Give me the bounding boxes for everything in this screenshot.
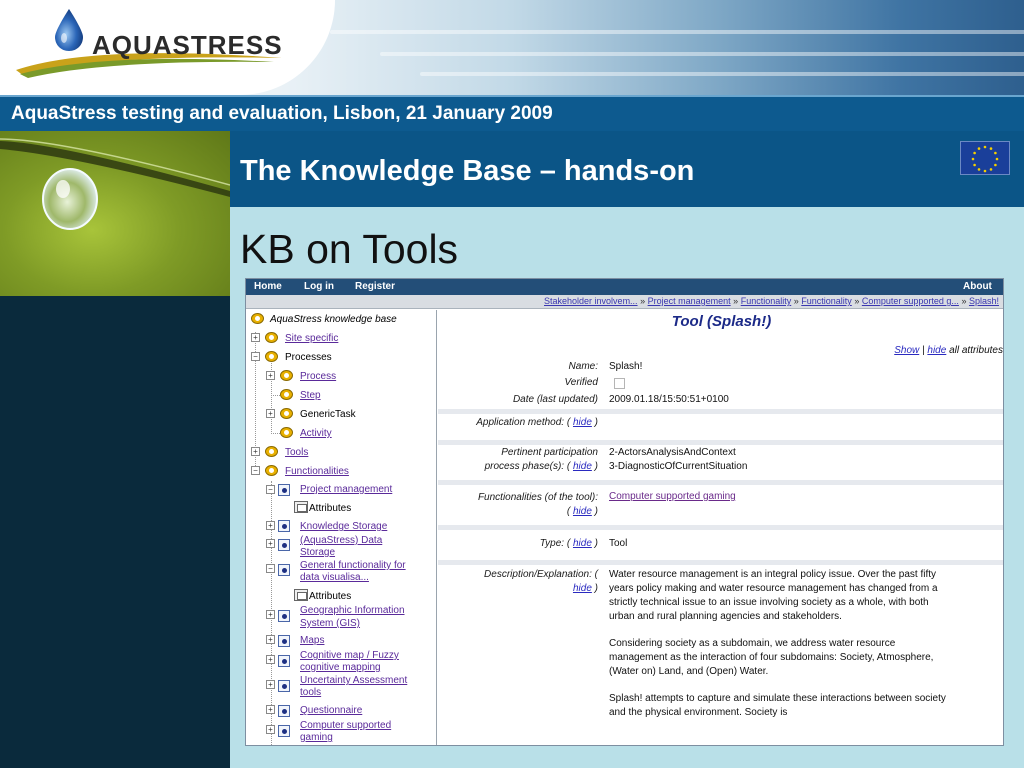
instance-icon xyxy=(278,705,290,717)
hide-link[interactable]: hide xyxy=(572,506,592,517)
paren: ) xyxy=(594,506,598,517)
hide-link[interactable]: hide xyxy=(572,417,592,428)
breadcrumb xyxy=(246,295,1004,309)
eu-flag-icon xyxy=(960,141,1010,175)
instance-icon xyxy=(278,680,290,692)
tree-item-cognitive-map[interactable]: Cognitive map / Fuzzy xyxy=(300,650,399,661)
event-title: AquaStress testing and evaluation, Lisbon, 21 January 2009 xyxy=(11,103,553,124)
water-streak xyxy=(420,72,1024,76)
breadcrumb-separator: » xyxy=(854,296,860,306)
tree-item-attributes[interactable]: Attributes xyxy=(309,503,352,514)
show-hide-controls xyxy=(894,345,1003,356)
tree-connector xyxy=(271,395,280,396)
class-icon xyxy=(251,313,264,324)
hide-link[interactable]: hide xyxy=(572,583,592,594)
paren: ) xyxy=(594,417,598,428)
expand-plus-icon[interactable]: + xyxy=(266,680,275,689)
expand-plus-icon[interactable]: + xyxy=(266,610,275,619)
nav-register-link[interactable]: Register xyxy=(355,281,396,292)
participation-value: 2-ActorsAnalysisAndContext xyxy=(609,447,736,458)
instance-icon xyxy=(278,564,290,576)
water-drop-icon xyxy=(52,8,86,52)
breadcrumb-item[interactable]: Computer supported g... xyxy=(861,296,959,306)
water-streak xyxy=(330,30,1024,34)
expand-plus-icon[interactable]: + xyxy=(266,539,275,548)
participation-value-2: 3-DiagnosticOfCurrentSituation xyxy=(609,461,748,472)
tree-item-project-management[interactable]: Project management xyxy=(300,484,393,495)
expand-plus-icon[interactable]: + xyxy=(266,705,275,714)
tree-item-data-storage-cont[interactable]: Storage xyxy=(300,547,336,558)
verified-label: Verified xyxy=(564,377,598,388)
nav-about-link[interactable]: About xyxy=(963,281,992,292)
tree-item-uncertainty[interactable]: Uncertainty Assessment xyxy=(300,675,408,686)
instance-icon xyxy=(278,484,290,496)
tree-root-label: AquaStress knowledge base xyxy=(270,314,397,325)
instance-icon xyxy=(278,635,290,647)
paren: ) xyxy=(594,583,598,594)
class-icon xyxy=(280,370,293,381)
class-icon xyxy=(265,332,278,343)
label-text: Application method: ( xyxy=(476,417,571,428)
date-label: Date (last updated) xyxy=(512,394,598,405)
class-icon xyxy=(265,446,278,457)
row-separator xyxy=(438,480,1004,485)
kb-nav-bar xyxy=(246,279,1004,295)
collapse-minus-icon[interactable]: − xyxy=(251,352,260,361)
tree-item-data-storage[interactable]: (AquaStress) Data xyxy=(300,535,383,546)
all-attributes-label: all attributes xyxy=(949,345,1003,356)
nav-login-link[interactable]: Log in xyxy=(304,281,334,292)
tree-item-computer-supported-gaming[interactable]: Computer supported xyxy=(300,720,392,731)
description-paragraph: Splash! attempts to capture and simulate these interactions between society and the physical environment. Society is xyxy=(609,693,946,718)
functionality-link[interactable]: Computer supported gaming xyxy=(609,491,736,502)
tree-item-knowledge-storage[interactable]: Knowledge Storage xyxy=(300,521,388,532)
date-value: 2009.01.18/15:50:51+0100 xyxy=(609,394,729,405)
divider: | xyxy=(919,345,928,356)
label-text: ( xyxy=(566,506,571,517)
tree-item-generic-task[interactable]: GenericTask xyxy=(300,409,356,420)
class-icon xyxy=(280,389,293,400)
row-separator xyxy=(438,525,1004,530)
tree-item-step[interactable]: Step xyxy=(300,390,321,401)
expand-plus-icon[interactable]: + xyxy=(266,371,275,380)
tree-item-processes[interactable]: Processes xyxy=(285,352,332,363)
functionalities-label-cont xyxy=(567,505,598,519)
nav-home-link[interactable]: Home xyxy=(254,281,282,292)
top-banner xyxy=(0,0,1024,95)
slide-title-bar xyxy=(230,131,1024,207)
logo-text: AQUASTRESS xyxy=(92,30,283,60)
tree-item-gis-cont[interactable]: System (GIS) xyxy=(300,618,361,629)
instance-icon xyxy=(278,539,290,551)
attributes-icon xyxy=(294,589,308,601)
kb-tree xyxy=(246,310,437,746)
hide-link[interactable]: hide xyxy=(572,538,592,549)
name-value: Splash! xyxy=(609,361,643,372)
instance-icon xyxy=(278,610,290,622)
description-text xyxy=(609,568,949,733)
expand-plus-icon[interactable]: + xyxy=(266,521,275,530)
name-label: Name: xyxy=(568,361,598,372)
tree-connector xyxy=(271,433,280,434)
description-label: Description/Explanation: ( xyxy=(484,569,598,580)
breadcrumb-item[interactable]: Functionality xyxy=(740,296,792,306)
tree-item-process[interactable]: Process xyxy=(300,371,337,382)
show-all-link[interactable]: Show xyxy=(894,345,920,356)
breadcrumb-separator: » xyxy=(793,296,799,306)
row-separator xyxy=(438,409,1004,414)
participation-label: Pertinent participation xyxy=(501,447,598,458)
tree-item-maps[interactable]: Maps xyxy=(300,635,325,646)
hide-all-link[interactable]: hide xyxy=(927,345,947,356)
row-separator xyxy=(438,440,1004,445)
slide-heading: KB on Tools xyxy=(240,226,459,272)
tree-item-uncertainty-cont[interactable]: tools xyxy=(300,687,322,698)
verified-checkbox[interactable] xyxy=(614,378,625,389)
application-method-label xyxy=(476,416,598,430)
collapse-minus-icon[interactable]: − xyxy=(266,564,275,573)
kb-screenshot xyxy=(245,278,1004,746)
instance-icon xyxy=(278,520,290,532)
dark-sidebar xyxy=(0,296,230,768)
tree-item-site-specific[interactable]: Site specific xyxy=(285,333,339,344)
expand-plus-icon[interactable]: + xyxy=(266,635,275,644)
class-icon xyxy=(280,427,293,438)
slide-title: The Knowledge Base – hands-on xyxy=(240,155,695,187)
paren: ) xyxy=(594,538,598,549)
breadcrumb-item[interactable]: Stakeholder involvem... xyxy=(544,296,638,306)
water-drop-photo xyxy=(0,131,230,296)
water-streak xyxy=(380,52,1024,56)
type-label xyxy=(540,537,598,551)
attributes-icon xyxy=(294,501,308,513)
tree-item-tools[interactable]: Tools xyxy=(285,447,309,458)
tree-item-cognitive-map-cont[interactable]: cognitive mapping xyxy=(300,662,381,673)
tool-detail-panel xyxy=(438,310,1004,746)
event-bar xyxy=(0,95,1024,131)
class-icon xyxy=(265,465,278,476)
paren: ) xyxy=(594,461,598,472)
class-icon xyxy=(280,408,293,419)
breadcrumb-item[interactable]: Splash! xyxy=(968,296,999,306)
description-paragraph: Considering society as a subdomain, we address water resource management as the interaction of four subdomains: Society, Atmosphere, (Water on) Land, and (Open) Water. xyxy=(609,638,934,677)
tree-item-activity[interactable]: Activity xyxy=(300,428,332,439)
logo-plate xyxy=(0,0,335,95)
class-icon xyxy=(265,351,278,362)
description-label-cont xyxy=(573,582,598,596)
functionalities-label: Functionalities (of the tool): xyxy=(477,492,598,503)
expand-plus-icon[interactable]: + xyxy=(251,447,260,456)
label-text: Type: ( xyxy=(539,538,571,549)
collapse-minus-icon[interactable]: − xyxy=(266,485,275,494)
expand-plus-icon[interactable]: + xyxy=(266,655,275,664)
tree-item-attributes[interactable]: Attributes xyxy=(309,591,352,602)
instance-icon xyxy=(278,655,290,667)
leaf-drop-icon xyxy=(0,131,230,296)
participation-label-cont xyxy=(485,460,598,474)
tree-item-general-functionality-cont[interactable]: data visualisa... xyxy=(300,572,369,583)
breadcrumb-separator: » xyxy=(961,296,967,306)
label-text: process phase(s): ( xyxy=(484,461,571,472)
expand-plus-icon[interactable]: + xyxy=(266,409,275,418)
tree-item-functionalities[interactable]: Functionalities xyxy=(285,466,349,477)
collapse-minus-icon[interactable]: − xyxy=(251,466,260,475)
breadcrumb-item[interactable]: Functionality xyxy=(801,296,852,306)
hide-link[interactable]: hide xyxy=(572,461,592,472)
instance-icon xyxy=(278,725,290,737)
row-separator xyxy=(438,560,1004,565)
description-paragraph: Water resource management is an integral policy issue. Over the past fifty years policy making and water resource management has changed from a strictly technical issue to an issue involving society as a whole, with both urban and rural planning agencies and stakeholders. xyxy=(609,569,938,622)
tree-item-computer-supported-gaming-cont[interactable]: gaming xyxy=(300,732,333,743)
tree-item-general-functionality[interactable]: General functionality for xyxy=(300,560,406,571)
type-value: Tool xyxy=(609,538,628,549)
breadcrumb-item[interactable]: Project management xyxy=(647,296,731,306)
expand-plus-icon[interactable]: + xyxy=(251,333,260,342)
detail-title: Tool (Splash!) xyxy=(671,313,772,330)
tree-item-questionnaire[interactable]: Questionnaire xyxy=(300,705,363,716)
breadcrumb-separator: » xyxy=(640,296,646,306)
breadcrumb-separator: » xyxy=(733,296,739,306)
expand-plus-icon[interactable]: + xyxy=(266,725,275,734)
tree-item-gis[interactable]: Geographic Information xyxy=(300,605,405,616)
